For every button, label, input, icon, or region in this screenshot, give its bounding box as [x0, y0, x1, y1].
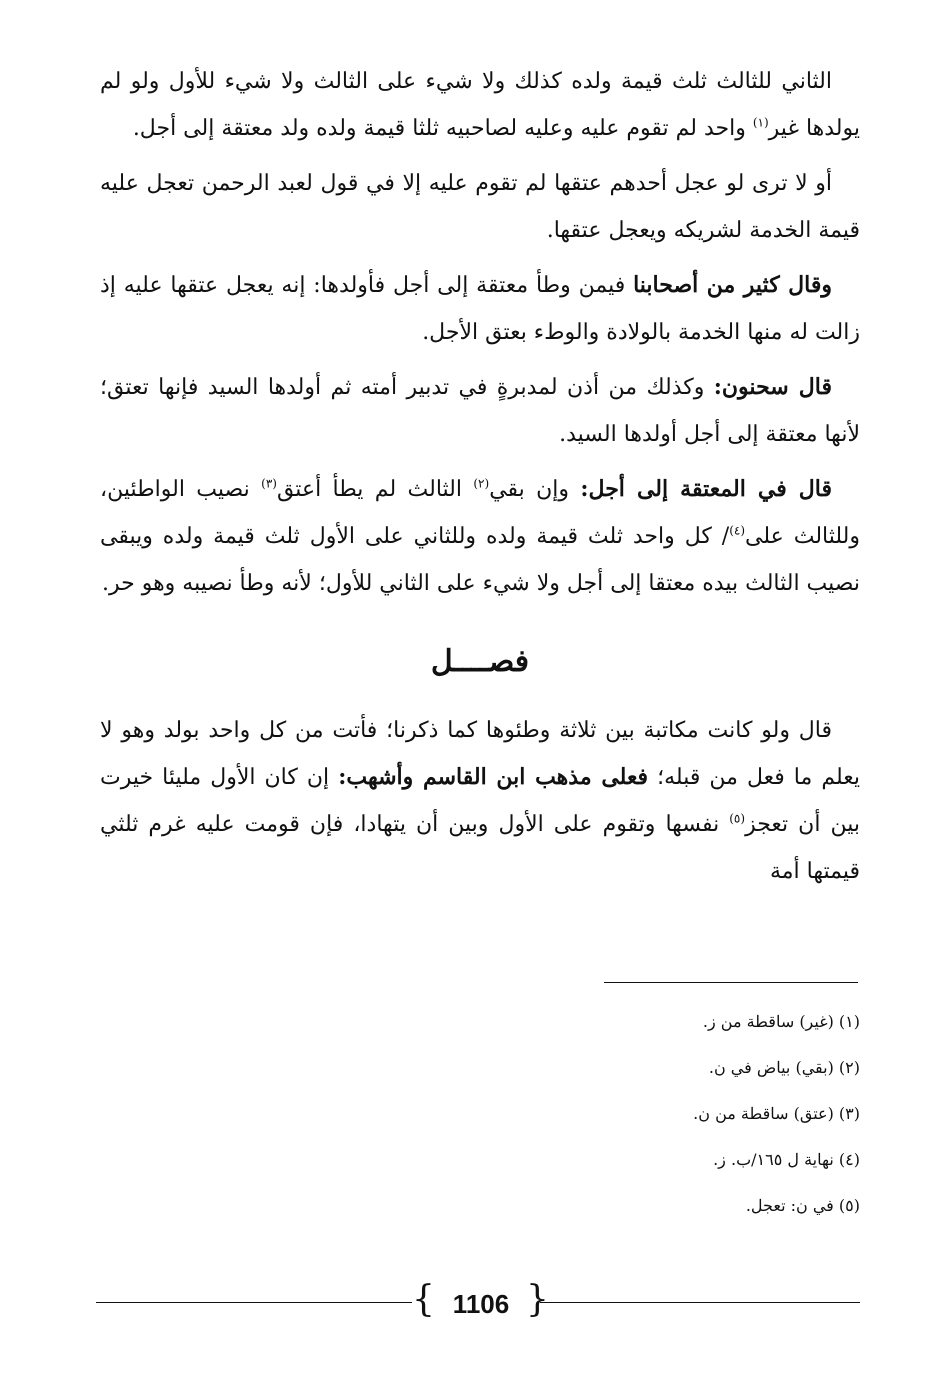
paragraph-5-a: وإن بقي	[489, 477, 581, 502]
footnote-ref-4[interactable]: (٤)	[729, 523, 746, 538]
paragraph-4	[100, 364, 860, 458]
page-number: 1106	[452, 1289, 510, 1319]
paragraph-4-rest: وكذلك من أذن لمدبرةٍ في تدبير أمته ثم أولدها السيد فإنها تعتق؛ لأنها معتقة إلى أجل أولدها السيد.	[100, 375, 860, 447]
paragraph-5	[100, 466, 860, 607]
paragraph-6-b: إن كان الأول مليئا خيرت بين أن تعجز	[100, 765, 860, 837]
paragraph-5-b: الثالث لم يطأ أعتق	[276, 477, 474, 502]
footer-rule-right	[540, 1302, 860, 1303]
footnote-2: (٢) (بقي) بياض في ن.	[708, 1058, 860, 1077]
section-heading-text: فصــــل	[430, 644, 530, 679]
paragraph-6-a: قال ولو كانت مكاتبة بين ثلاثة وطئوها كما ذكرنا؛ فأتت من كل واحد بولد وهو لا يعلم ما فعل من قبله؛	[100, 718, 860, 790]
paragraph-4-lead: قال سحنون:	[713, 374, 832, 400]
footnote-ref-2[interactable]: (٢)	[473, 476, 490, 491]
paragraph-5-d: / كل واحد ثلث قيمة ولده وللثاني على الأول ثلث قيمة ولده ويبقى نصيب الثالث بيده معتقا إلى أجل ولا شيء على الثاني للأول؛ لأنه وطأ نصيبه وهو حر.	[100, 524, 860, 596]
footer-rule-left	[96, 1302, 412, 1303]
paragraph-1-rest: واحد لم تقوم عليه وعليه لصاحبيه ثلثا قيمة ولده ولد معتقة إلى أجل.	[132, 116, 753, 141]
paragraph-5-lead: قال في المعتقة إلى أجل:	[580, 476, 832, 502]
paragraph-3-lead: وقال كثير من أصحابنا	[633, 272, 832, 298]
footnote-ref-5[interactable]: (٥)	[729, 811, 746, 826]
footnote-3: (٣) (عتق) ساقطة من ن.	[693, 1104, 860, 1123]
paragraph-1	[100, 58, 860, 152]
paragraph-5-c: نصيب الواطئين، وللثالث على	[100, 477, 860, 549]
paragraph-1-text: الثاني للثالث ثلث قيمة ولده كذلك ولا شيء على الثالث ولا شيء للأول ولو لم يولدها غير	[100, 69, 860, 141]
footnote-5: (٥) في ن: تعجل.	[745, 1196, 860, 1215]
footnote-4: (٤) نهاية ل ١٦٥/ب. ز.	[713, 1150, 860, 1169]
paragraph-6-c: نفسها وتقوم على الأول وبين أن يتهادا، فإن قومت عليه غرم ثلثي قيمتها أمة	[100, 812, 860, 884]
paragraph-6	[100, 707, 860, 895]
paragraph-3	[100, 262, 860, 356]
footnotes	[100, 1006, 860, 1236]
main-text	[100, 58, 860, 903]
paragraph-3-rest: فيمن وطأ معتقة إلى أجل فأولدها: إنه يعجل عتقها عليه إذ زالت له منها الخدمة بالولادة والوطء بعتق الأجل.	[100, 273, 860, 345]
brace-right-ornament: }	[526, 1279, 549, 1320]
paragraph-6-lead: فعلى مذهب ابن القاسم وأشهب:	[338, 764, 649, 790]
footnote-ref-3[interactable]: (٣)	[261, 476, 277, 491]
paragraph-2	[100, 160, 860, 254]
footnote-separator	[604, 982, 858, 983]
section-heading	[100, 637, 860, 691]
brace-left-ornament: {	[412, 1279, 435, 1320]
footnote-1: (١) (غير) ساقطة من ز.	[702, 1012, 860, 1031]
paragraph-2-text: أو لا ترى لو عجل أحدهم عتقها لم تقوم عليه إلا في قول لعبد الرحمن تعجل عليه قيمة الخدمة لشريكه ويعجل عتقها.	[100, 171, 860, 243]
footnote-ref-1[interactable]: (١)	[752, 115, 769, 130]
